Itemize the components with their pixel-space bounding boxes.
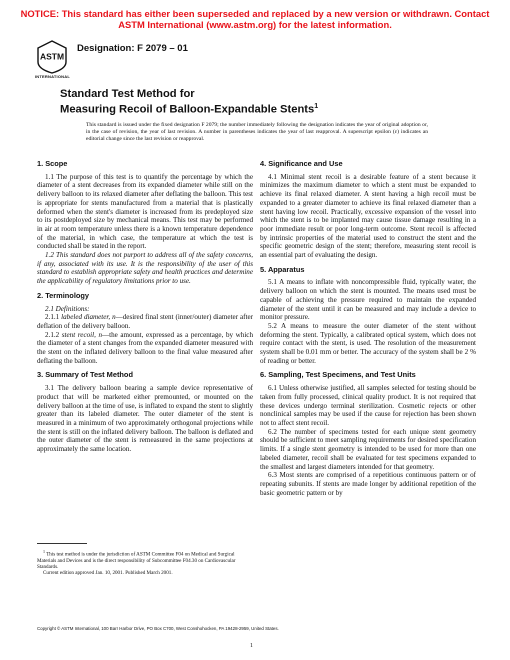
terminology-paragraph-3 — [37, 331, 253, 366]
term-number: 2.1.2 — [45, 330, 60, 339]
title-line-1: Standard Test Method for — [60, 88, 195, 100]
section-summary-heading: 3. Summary of Test Method — [37, 370, 133, 380]
title-footnote-mark: 1 — [314, 102, 319, 110]
supersession-notice: NOTICE: This standard has either been superseded and replaced by a new version or withdrawn. Contact ASTM International (www.astm.org) for the latest information. — [20, 8, 490, 30]
copyright-line: Copyright © ASTM International, 100 Barr Harbor Drive, PO Box C700, West Conshohocken, PA 19428-2959, United States. — [37, 626, 279, 631]
page-title — [60, 88, 480, 116]
page-number: 1 — [250, 643, 253, 649]
term-definition: —desired final stent (inner/outer) diameter after deflation of the delivery balloon. — [37, 313, 253, 330]
footnotes — [37, 543, 253, 577]
sampling-paragraph-1: 6.1 Unless otherwise justified, all samples selected for testing should be taken from fully processed, clinical quality product. It is not required that these devices undergo terminal sterilization. Cosmetic rejects or other nonclinical samples may be used if the cause for rejection has been shown not to affect stent recoil. — [260, 384, 476, 427]
term-name: labeled diameter, n — [61, 313, 116, 322]
astm-logo-icon — [37, 40, 67, 74]
left-column — [37, 160, 253, 454]
scope-paragraph-1: 1.1 The purpose of this test is to quantify the percentage by which the diameter of a stent decreases from its expanded diameter while still on the delivery balloon to its relaxed diameter after deflating the balloon. This test is appropriate for stents manufactured from a material that is plastically deformed when the stent's diameter is increased from its predeployed size to its postdeployed size by mechanical means. This test may be performed in air at room temperature unless there is a known temperature dependence of the material, in which case, the temperature at which the test is conducted shall be stated in the report. — [37, 172, 253, 251]
term-number: 2.1.1 — [45, 313, 60, 322]
sampling-paragraph-2: 6.2 The number of specimens tested for each unique stent geometry should be sufficient to meet sampling requirements for desired specification limits. If a single stent geometry is intended to be used for more than one labeled diameter, recoil shall be evaluated for test specimens expanded to the smallest and largest diameters intended for that geometry. — [260, 427, 476, 471]
intro-paragraph: This standard is issued under the fixed designation F 2079; the number immediately following the designation indicates the year of original adoption or, in the case of revision, the year of last revision. A number in parentheses indicates the year of last reapproval. A superscript epsilon (ε) indicates an editorial change since the last revision or reapproval. — [86, 122, 428, 143]
section-apparatus-heading: 5. Apparatus — [260, 264, 305, 274]
logo-caption: INTERNATIONAL — [35, 74, 70, 79]
scope-paragraph-2: 1.2 This standard does not purport to address all of the safety concerns, if any, associated with its use. It is the responsibility of the user of this standard to establish appropriate safety and health practices and determine the applicability of regulatory limitations prior to use. — [37, 251, 253, 286]
right-column — [260, 160, 476, 497]
sampling-paragraph-3: 6.3 Most stents are comprised of a repetitious continuous pattern or of repeating subunits. If stents are made longer by additional repetition of the basic geometric pattern or by — [260, 471, 476, 497]
summary-paragraph-1: 3.1 The delivery balloon bearing a sample device representative of product that will be marketed either premounted, or mounted on the delivery balloon at the time of use, is inflated to expand the stent to slightly greater than its labeled diameter. The outer diameter of the stent is measured in a minimum of two approximately orthogonal projections while the stent is still on the inflated delivery balloon. The balloon is deflated and the outer diameter of the stent is remeasured in the same projections at approximately the same location. — [37, 384, 253, 454]
terminology-paragraph-1: 2.1 Definitions: — [45, 304, 90, 313]
title-line-2: Measuring Recoil of Balloon-Expandable Stents — [60, 103, 315, 116]
footnote-divider — [37, 543, 87, 544]
footnote-1 — [37, 549, 253, 570]
significance-paragraph-1: 4.1 Minimal stent recoil is a desirable feature of a stent because it minimizes the maximum diameter to which a stent must be expanded to achieve its final relaxed diameter. A stent having a high recoil must be expanded to a greater diameter to achieve its final relaxed diameter than a stent having low recoil. Practically, excessive expansion of the vessel into which the stent is to be implanted may cause tissue damage resulting in a poor immediate result or poor long-term outcome. Stent recoil is affected by intrinsic properties of the material used to construct the stent and the specific geometric design of the stent; therefore, measuring stent recoil is an essential part of evaluating the design. — [260, 172, 476, 260]
section-significance-heading: 4. Significance and Use — [260, 159, 343, 168]
logo-text: ASTM — [39, 51, 65, 62]
footnote-mark: 1 — [43, 549, 45, 554]
apparatus-paragraph-2: 5.2 A means to measure the outer diameter of the stent without deforming the stent. Typically, a calibrated optical system, which does not require contact with the stent, is used. The resolution of the measurement system shall be 0.01 mm or better. The accuracy of the system shall be 2 % of reading or better. — [260, 321, 476, 365]
section-terminology-heading: 2. Terminology — [37, 290, 90, 300]
footnote-2: Current edition approved Jan. 10, 2001. Published March 2001. — [43, 570, 173, 577]
term-name: stent recoil, n — [61, 330, 103, 339]
section-scope-heading: 1. Scope — [37, 159, 68, 168]
section-sampling-heading: 6. Sampling, Test Specimens, and Test Units — [260, 370, 416, 380]
terminology-paragraph-2 — [37, 313, 253, 330]
designation: Designation: F 2079 – 01 — [77, 43, 188, 54]
term-definition: —the amount, expressed as a percentage, by which the diameter of a stent changes from the expanded diameter measured with the stent on the inflated delivery balloon to the final value measured after deflating the balloon. — [37, 330, 253, 365]
title-line-2-wrap — [60, 101, 480, 116]
apparatus-paragraph-1: 5.1 A means to inflate with noncompressible fluid, typically water, the delivery balloon on which the stent is mounted. The means used must be capable of achieving the pressure required to maintain the expanded diameter of the stent until it can be measured and may include a device to monitor pressure. — [260, 278, 476, 322]
footnote-text: This test method is under the jurisdiction of ASTM Committee F04 on Medical and Surgical Materials and Devices and is the direct responsibility of Subcommittee F04.30 on Cardiovascular Standards. — [37, 551, 236, 571]
